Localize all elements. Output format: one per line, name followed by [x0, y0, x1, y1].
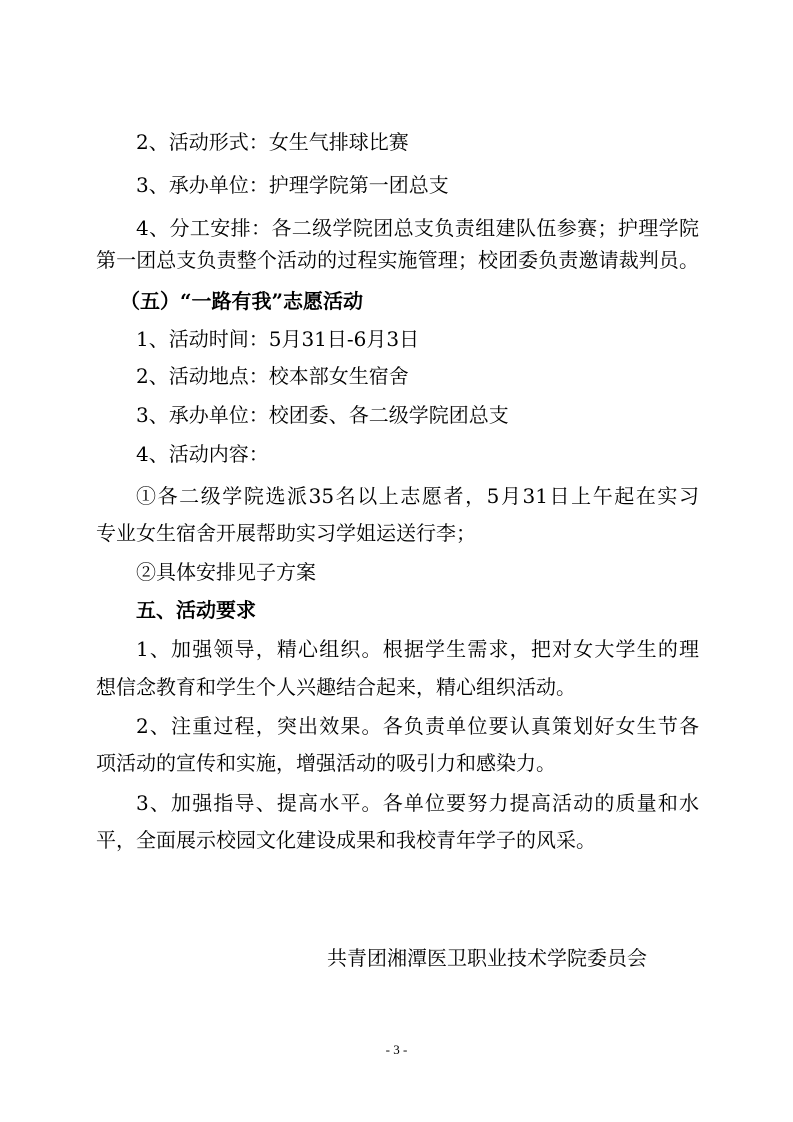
text-line: 4、活动内容： [136, 442, 269, 466]
text-line: 2、活动地点：校本部女生宿舍 [136, 364, 409, 388]
section-heading: 五、活动要求 [136, 598, 256, 622]
text-line: 2、活动形式：女生气排球比赛 [136, 130, 409, 154]
text-line: 专业女生宿舍开展帮助实习学姐运送行李； [96, 521, 476, 545]
section-heading: （五）“一路有我”志愿活动 [120, 289, 364, 313]
text-line: 1、加强领导，精心组织。根据学生需求，把对女大学生的理 [136, 637, 699, 661]
text-line: 4、分工安排：各二级学院团总支负责组建队伍参赛；护理学院 [136, 216, 699, 240]
text-line: 项活动的宣传和实施，增强活动的吸引力和感染力。 [96, 751, 556, 775]
text-line: 2、注重过程，突出效果。各负责单位要认真策划好女生节各 [136, 714, 699, 738]
text-line: 想信念教育和学生个人兴趣结合起来，精心组织活动。 [96, 675, 576, 699]
text-line: 3、承办单位：校团委、各二级学院团总支 [136, 403, 509, 427]
page-number: - 3 - [385, 1042, 408, 1057]
text-line: 1、活动时间：5月31日-6月3日 [136, 327, 420, 351]
text-line: 3、承办单位：护理学院第一团总支 [136, 173, 449, 197]
signature: 共青团湘潭医卫职业技术学院委员会 [327, 946, 647, 970]
text-line: ①各二级学院选派35名以上志愿者，5月31日上午起在实习 [136, 484, 699, 508]
text-line: 3、加强指导、提高水平。各单位要努力提高活动的质量和水 [136, 791, 699, 815]
text-line: 平，全面展示校园文化建设成果和我校青年学子的风采。 [96, 828, 596, 852]
text-line: 第一团总支负责整个活动的过程实施管理；校团委负责邀请裁判员。 [96, 248, 699, 272]
text-line: ②具体安排见子方案 [136, 560, 316, 584]
